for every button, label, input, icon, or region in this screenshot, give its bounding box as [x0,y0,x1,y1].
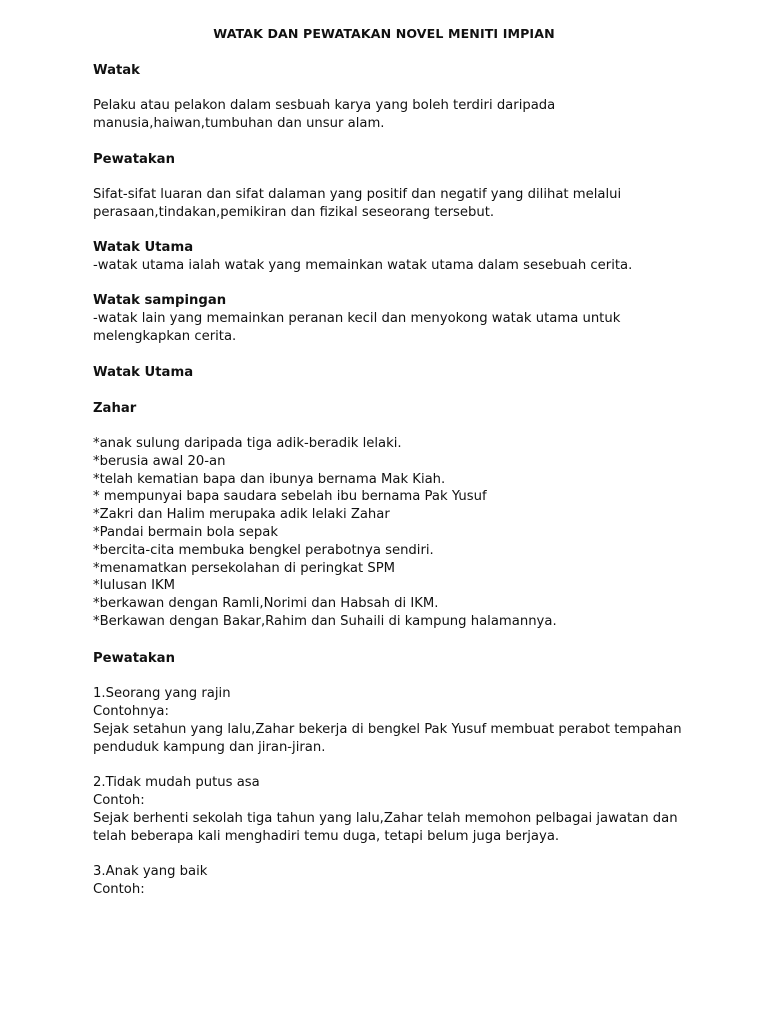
trait-2-text-line-1: Sejak berhenti sekolah tiga tahun yang lalu,Zahar telah memohon pelbagai jawatan dan [93,811,678,826]
trait-1-label: Contohnya: [93,704,169,719]
heading-pewatakan-2: Pewatakan [93,651,175,666]
heading-zahar: Zahar [93,401,137,416]
heading-watak-sampingan: Watak sampingan [93,293,227,308]
zahar-trait: * mempunyai bapa saudara sebelah ibu bernama Pak Yusuf [93,489,487,504]
definition-watak-sampingan-line-2: melengkapkan cerita. [93,329,237,344]
trait-1-text-line-2: penduduk kampung dan jiran-jiran. [93,740,326,755]
zahar-trait: *bercita-cita membuka bengkel perabotnya sendiri. [93,543,434,558]
trait-1-text-line-1: Sejak setahun yang lalu,Zahar bekerja di bengkel Pak Yusuf membuat perabot tempahan [93,722,682,737]
heading-watak: Watak [93,63,140,78]
zahar-trait: *berusia awal 20-an [93,454,226,469]
definition-pewatakan-line-2: perasaan,tindakan,pemikiran dan fizikal seseorang tersebut. [93,205,495,220]
zahar-trait: *Zakri dan Halim merupaka adik lelaki Zahar [93,507,390,522]
definition-watak-line-1: Pelaku atau pelakon dalam sesbuah karya yang boleh terdiri daripada [93,98,556,113]
trait-3-title: 3.Anak yang baik [93,864,208,879]
zahar-trait: *berkawan dengan Ramli,Norimi dan Habsah di IKM. [93,596,439,611]
zahar-trait: *anak sulung daripada tiga adik-beradik lelaki. [93,436,402,451]
heading-watak-utama-2: Watak Utama [93,365,194,380]
heading-pewatakan: Pewatakan [93,152,175,167]
zahar-trait: *menamatkan persekolahan di peringkat SPM [93,561,396,576]
heading-watak-utama: Watak Utama [93,240,194,255]
trait-1-title: 1.Seorang yang rajin [93,686,231,701]
definition-watak-sampingan-line-1: -watak lain yang memainkan peranan kecil dan menyokong watak utama untuk [93,311,621,326]
zahar-trait: *Pandai bermain bola sepak [93,525,278,540]
trait-3-label: Contoh: [93,882,145,897]
definition-watak-line-2: manusia,haiwan,tumbuhan dan unsur alam. [93,116,385,131]
trait-2-label: Contoh: [93,793,145,808]
zahar-trait: *telah kematian bapa dan ibunya bernama Mak Kiah. [93,472,446,487]
document-title: WATAK DAN PEWATAKAN NOVEL MENITI IMPIAN [213,26,555,41]
zahar-trait: *lulusan IKM [93,578,176,593]
trait-2-text-line-2: telah beberapa kali menghadiri temu duga, tetapi belum juga berjaya. [93,829,560,844]
definition-pewatakan-line-1: Sifat-sifat luaran dan sifat dalaman yang positif dan negatif yang dilihat melalui [93,187,622,202]
definition-watak-utama: -watak utama ialah watak yang memainkan watak utama dalam sesebuah cerita. [93,258,633,273]
trait-2-title: 2.Tidak mudah putus asa [93,775,260,790]
zahar-trait: *Berkawan dengan Bakar,Rahim dan Suhaili di kampung halamannya. [93,614,557,629]
